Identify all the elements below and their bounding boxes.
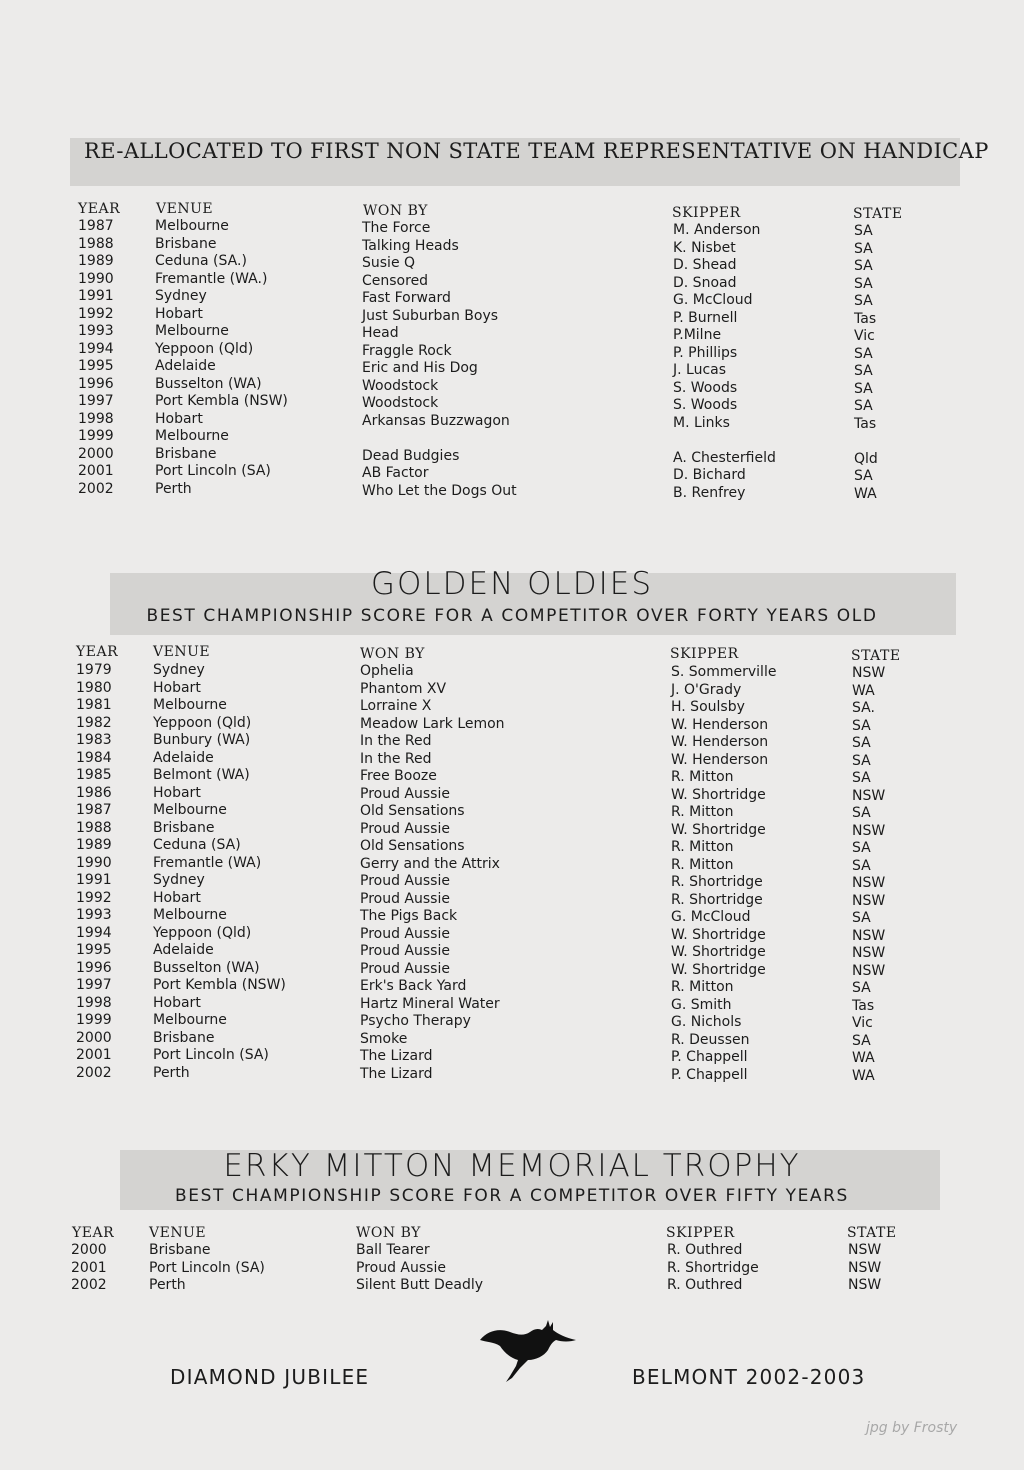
skipper-cell: J. O'Grady <box>671 681 742 698</box>
won-by-cell: Erk's Back Yard <box>360 978 467 994</box>
state-cell: NSW <box>852 892 886 909</box>
venue-cell: Perth <box>155 480 192 497</box>
won-by-cell: Hartz Mineral Water <box>360 995 500 1012</box>
section3-header-state: STATE <box>847 1225 897 1241</box>
venue-cell: Hobart <box>153 784 201 801</box>
section2-skippers-column <box>671 664 776 1084</box>
state-cell: SA <box>854 293 873 309</box>
skipper-cell: P. Phillips <box>673 344 738 361</box>
section3-header-year: YEAR <box>72 1225 115 1241</box>
skipper-cell <box>673 432 776 450</box>
skipper-cell: R. Shortridge <box>667 1259 759 1276</box>
won-by-cell: Psycho Therapy <box>360 1013 471 1029</box>
won-by-cell: Meadow Lark Lemon <box>360 715 505 732</box>
venue-cell: Brisbane <box>155 235 217 252</box>
year-cell: 1998 <box>76 994 112 1011</box>
won-by-cell: Head <box>362 325 399 341</box>
skipper-cell: S. Woods <box>673 379 738 396</box>
venue-cell: Brisbane <box>153 1029 215 1046</box>
year-cell: 2002 <box>78 480 114 497</box>
state-cell: SA <box>852 840 871 856</box>
year-cell: 1988 <box>78 235 114 252</box>
won-by-cell: The Pigs Back <box>360 908 458 924</box>
year-cell: 1988 <box>76 819 112 836</box>
venue-cell: Hobart <box>153 994 201 1011</box>
skipper-cell: D. Bichard <box>673 467 746 483</box>
state-cell: SA. <box>852 700 875 716</box>
year-cell: 1993 <box>78 323 114 339</box>
state-cell: SA <box>852 980 871 996</box>
state-cell: NSW <box>848 1277 882 1293</box>
state-cell: WA <box>852 1067 875 1084</box>
state-cell: SA <box>852 857 871 874</box>
won-by-cell: Ophelia <box>360 663 414 679</box>
state-cell: NSW <box>852 822 886 839</box>
state-cell: Tas <box>854 415 877 432</box>
skipper-cell: W. Shortridge <box>671 821 766 838</box>
year-cell: 1999 <box>76 1012 112 1028</box>
won-by-cell: Susie Q <box>362 255 416 271</box>
footer-diamond-jubilee: DIAMOND JUBILEE <box>170 1365 370 1389</box>
won-by-cell: In the Red <box>360 750 432 767</box>
venue-cell: Belmont (WA) <box>153 767 250 783</box>
venue-cell: Melbourne <box>153 802 227 818</box>
year-cell: 1987 <box>78 218 114 234</box>
section3-years-column <box>71 1242 107 1295</box>
section1-header-skipper: SKIPPER <box>672 205 741 221</box>
state-cell: WA <box>852 1050 875 1066</box>
year-cell: 1992 <box>76 889 112 906</box>
year-cell: 1997 <box>76 977 112 993</box>
year-cell: 1989 <box>78 253 114 269</box>
state-cell: SA <box>854 240 873 257</box>
state-cell: SA <box>854 468 873 484</box>
state-cell: SA <box>852 770 871 786</box>
skipper-cell: R. Mitton <box>671 769 734 785</box>
year-cell: 1980 <box>76 679 112 696</box>
skipper-cell: P. Chappell <box>671 1066 748 1083</box>
venue-cell: Brisbane <box>153 819 215 836</box>
venue-cell: Sydney <box>153 662 205 678</box>
won-by-cell: Proud Aussie <box>360 925 450 942</box>
skipper-cell: P.Milne <box>673 327 722 343</box>
year-cell: 1993 <box>76 907 112 923</box>
state-cell: NSW <box>852 962 886 979</box>
state-cell: SA <box>854 258 873 274</box>
state-cell: Vic <box>852 1015 873 1031</box>
year-cell: 1996 <box>76 959 112 976</box>
year-cell: 2001 <box>71 1259 107 1276</box>
won-by-cell: Proud Aussie <box>360 873 450 889</box>
section2-subtitle: BEST CHAMPIONSHIP SCORE FOR A COMPETITOR OVER FORTY YEARS OLD <box>146 606 878 626</box>
skipper-cell: R. Mitton <box>671 804 734 820</box>
venue-cell: Ceduna (SA.) <box>155 253 247 269</box>
venue-cell: Fremantle (WA.) <box>155 270 268 287</box>
venue-cell: Yeppoon (Qld) <box>153 924 252 941</box>
state-cell: SA <box>854 275 873 292</box>
won-by-cell: Proud Aussie <box>360 943 450 959</box>
skipper-cell: D. Shead <box>673 257 737 273</box>
skipper-cell: R. Shortridge <box>671 891 763 908</box>
skipper-cell: D. Snoad <box>673 274 737 291</box>
state-cell <box>854 433 878 451</box>
state-cell: SA <box>852 717 871 734</box>
skipper-cell: S. Woods <box>673 397 738 413</box>
skipper-cell: K. Nisbet <box>673 239 736 256</box>
won-by-cell: Woodstock <box>362 377 439 394</box>
won-by-cell: In the Red <box>360 733 432 749</box>
state-cell: Tas <box>854 310 877 327</box>
skipper-cell: W. Shortridge <box>671 961 766 978</box>
section1-header-state: STATE <box>853 206 903 222</box>
state-cell: NSW <box>852 875 886 891</box>
year-cell: 1984 <box>76 749 112 766</box>
section2-states-column <box>852 665 885 1085</box>
skipper-cell: H. Soulsby <box>671 699 745 715</box>
year-cell: 1990 <box>76 854 112 871</box>
skipper-cell: R. Deussen <box>671 1031 750 1048</box>
venue-cell: Yeppoon (Qld) <box>155 340 254 357</box>
won-by-cell: Woodstock <box>362 395 439 411</box>
skipper-cell: W. Shortridge <box>671 944 766 960</box>
skipper-cell: G. McCloud <box>671 909 751 925</box>
section3-won-by-column <box>356 1242 483 1295</box>
section3-header-venue: VENUE <box>149 1225 207 1241</box>
venue-cell: Perth <box>153 1064 190 1081</box>
section2-years-column <box>76 662 112 1082</box>
year-cell: 1998 <box>78 410 114 427</box>
skipper-cell: G. Smith <box>671 996 732 1013</box>
state-cell: WA <box>852 682 875 699</box>
won-by-cell <box>362 430 517 448</box>
skipper-cell: R. Outhred <box>667 1277 743 1293</box>
won-by-cell: The Force <box>362 220 431 236</box>
state-cell: SA <box>852 910 871 926</box>
section1-won-by-column <box>362 220 517 500</box>
skipper-cell: R. Mitton <box>671 839 734 855</box>
venue-cell: Brisbane <box>149 1242 211 1258</box>
won-by-cell: Proud Aussie <box>360 890 450 907</box>
state-cell: NSW <box>852 787 886 804</box>
footer-belmont-dates: BELMONT 2002-2003 <box>632 1365 866 1389</box>
won-by-cell: Fast Forward <box>362 290 451 306</box>
year-cell: 1981 <box>76 697 112 713</box>
venue-cell: Hobart <box>155 410 203 427</box>
venue-cell: Fremantle (WA) <box>153 854 262 871</box>
venue-cell: Yeppoon (Qld) <box>153 714 252 731</box>
won-by-cell: Proud Aussie <box>356 1259 446 1276</box>
won-by-cell: Old Sensations <box>360 803 465 819</box>
venue-cell: Sydney <box>153 872 205 888</box>
state-cell: SA <box>854 363 873 379</box>
state-cell: Tas <box>852 997 875 1014</box>
won-by-cell: Silent Butt Deadly <box>356 1277 484 1293</box>
won-by-cell: Old Sensations <box>360 838 465 854</box>
venue-cell: Port Lincoln (SA) <box>149 1259 265 1276</box>
venue-cell: Hobart <box>155 305 203 322</box>
year-cell: 1997 <box>78 393 114 409</box>
won-by-cell: The Lizard <box>360 1065 433 1082</box>
skipper-cell: R. Outhred <box>667 1242 743 1258</box>
state-cell: Vic <box>854 328 875 344</box>
won-by-cell: Who Let the Dogs Out <box>362 482 517 499</box>
section1-heading: RE-ALLOCATED TO FIRST NON STATE TEAM REPRESENTATIVE ON HANDICAP <box>84 139 989 163</box>
won-by-cell: Talking Heads <box>362 237 459 254</box>
won-by-cell: Ball Tearer <box>356 1242 430 1258</box>
skipper-cell: G. Nichols <box>671 1014 742 1030</box>
state-cell: SA <box>854 345 873 362</box>
section2-title: GOLDEN OLDIES <box>370 566 654 602</box>
won-by-cell: Dead Budgies <box>362 447 460 464</box>
year-cell: 1995 <box>78 358 114 374</box>
section3-skippers-column <box>667 1242 759 1295</box>
won-by-cell: Proud Aussie <box>360 785 450 802</box>
won-by-cell: Arkansas Buzzwagon <box>362 412 510 429</box>
year-cell: 2001 <box>76 1047 112 1063</box>
year-cell: 2000 <box>78 445 114 462</box>
venue-cell: Melbourne <box>153 697 227 713</box>
section3-venues-column <box>149 1242 265 1295</box>
skipper-cell: R. Shortridge <box>671 874 763 890</box>
skipper-cell: J. Lucas <box>673 362 727 378</box>
image-credit: jpg by Frosty <box>866 1420 958 1436</box>
section1-header-venue: VENUE <box>156 201 214 217</box>
section1-header-won-by: WON BY <box>363 203 428 219</box>
venue-cell: Port Lincoln (SA) <box>153 1047 269 1063</box>
won-by-cell: Just Suburban Boys <box>362 307 499 324</box>
state-cell: NSW <box>852 665 886 681</box>
venue-cell: Melbourne <box>155 428 229 444</box>
year-cell: 1982 <box>76 714 112 731</box>
section2-won-by-column <box>360 663 505 1083</box>
skipper-cell: P. Burnell <box>673 309 738 326</box>
venue-cell: Port Lincoln (SA) <box>155 463 271 479</box>
year-cell: 2002 <box>76 1064 112 1081</box>
state-cell: SA <box>852 752 871 769</box>
year-cell: 2001 <box>78 463 114 479</box>
year-cell: 1994 <box>76 924 112 941</box>
section3-header-won-by: WON BY <box>356 1225 421 1241</box>
year-cell: 1985 <box>76 767 112 783</box>
skipper-cell: S. Sommerville <box>671 664 777 680</box>
year-cell: 1979 <box>76 662 112 678</box>
won-by-cell: Eric and His Dog <box>362 360 478 376</box>
won-by-cell: Lorraine X <box>360 698 432 714</box>
skipper-cell: W. Shortridge <box>671 786 766 803</box>
won-by-cell: Free Booze <box>360 768 437 784</box>
venue-cell: Busselton (WA) <box>155 375 262 392</box>
skipper-cell: W. Henderson <box>671 734 769 750</box>
state-cell: SA <box>852 1032 871 1049</box>
year-cell: 1991 <box>76 872 112 888</box>
venue-cell: Adelaide <box>153 749 214 766</box>
year-cell: 1996 <box>78 375 114 392</box>
venue-cell: Melbourne <box>153 907 227 923</box>
venue-cell: Melbourne <box>155 323 229 339</box>
state-cell: NSW <box>852 927 886 944</box>
state-cell: SA <box>854 380 873 397</box>
skipper-cell: W. Henderson <box>671 716 769 733</box>
section1-header-year: YEAR <box>78 201 121 217</box>
year-cell: 1986 <box>76 784 112 801</box>
state-cell: SA <box>854 398 873 414</box>
venue-cell: Ceduna (SA) <box>153 837 241 853</box>
section1-states-column <box>854 223 878 503</box>
skipper-cell: M. Links <box>673 414 730 431</box>
state-cell: SA <box>852 805 871 821</box>
venue-cell: Port Kembla (NSW) <box>155 393 288 409</box>
year-cell: 1994 <box>78 340 114 357</box>
venue-cell: Hobart <box>153 889 201 906</box>
section1-years-column <box>78 218 114 498</box>
won-by-cell: Censored <box>362 272 429 289</box>
venue-cell: Adelaide <box>153 942 214 958</box>
year-cell: 1992 <box>78 305 114 322</box>
venue-cell: Hobart <box>153 679 201 696</box>
section2-venues-column <box>153 662 286 1082</box>
skipper-cell: A. Chesterfield <box>673 449 776 466</box>
venue-cell: Melbourne <box>153 1012 227 1028</box>
year-cell: 1995 <box>76 942 112 958</box>
venue-cell: Port Kembla (NSW) <box>153 977 286 993</box>
venue-cell: Melbourne <box>155 218 229 234</box>
section1-skippers-column <box>673 222 776 502</box>
state-cell: SA <box>852 735 871 751</box>
skipper-cell: P. Chappell <box>671 1049 748 1065</box>
year-cell: 2002 <box>71 1277 107 1293</box>
section3-title: ERKY MITTON MEMORIAL TROPHY <box>223 1148 801 1184</box>
skipper-cell: B. Renfrey <box>673 484 746 501</box>
section1-venues-column <box>155 218 288 498</box>
state-cell: NSW <box>848 1242 882 1258</box>
section2-header-won-by: WON BY <box>360 646 425 662</box>
skipper-cell: G. McCloud <box>673 292 753 308</box>
state-cell: Qld <box>854 450 878 467</box>
year-cell: 1983 <box>76 732 112 748</box>
venue-cell: Busselton (WA) <box>153 959 260 976</box>
won-by-cell: AB Factor <box>362 465 429 481</box>
won-by-cell: Gerry and the Attrix <box>360 855 500 872</box>
won-by-cell: Proud Aussie <box>360 820 450 837</box>
section3-header-skipper: SKIPPER <box>666 1225 735 1241</box>
year-cell: 1991 <box>78 288 114 304</box>
section2-header-state: STATE <box>851 648 901 664</box>
section2-header-venue: VENUE <box>153 644 211 660</box>
venue-cell: Sydney <box>155 288 207 304</box>
section2-header-skipper: SKIPPER <box>670 646 739 662</box>
won-by-cell: Phantom XV <box>360 680 447 697</box>
venue-cell: Brisbane <box>155 445 217 462</box>
year-cell: 2000 <box>71 1242 107 1258</box>
section3-subtitle: BEST CHAMPIONSHIP SCORE FOR A COMPETITOR OVER FIFTY YEARS <box>175 1186 849 1206</box>
venue-cell: Adelaide <box>155 358 216 374</box>
skipper-cell: W. Henderson <box>671 751 769 768</box>
state-cell: NSW <box>848 1259 882 1276</box>
state-cell: WA <box>854 485 877 502</box>
state-cell: SA <box>854 223 873 239</box>
skipper-cell: R. Mitton <box>671 856 734 873</box>
year-cell: 1989 <box>76 837 112 853</box>
year-cell: 1999 <box>78 428 114 444</box>
section2-header-year: YEAR <box>76 644 119 660</box>
skipper-cell: W. Shortridge <box>671 926 766 943</box>
won-by-cell: Fraggle Rock <box>362 342 452 359</box>
year-cell: 2000 <box>76 1029 112 1046</box>
won-by-cell: Smoke <box>360 1030 408 1047</box>
won-by-cell: The Lizard <box>360 1048 433 1064</box>
state-cell: NSW <box>852 945 886 961</box>
year-cell: 1990 <box>78 270 114 287</box>
year-cell: 1987 <box>76 802 112 818</box>
kangaroo-icon <box>478 1318 578 1384</box>
venue-cell: Perth <box>149 1277 186 1293</box>
section3-states-column <box>848 1242 881 1295</box>
won-by-cell: Proud Aussie <box>360 960 450 977</box>
skipper-cell: R. Mitton <box>671 979 734 995</box>
skipper-cell: M. Anderson <box>673 222 761 238</box>
venue-cell: Bunbury (WA) <box>153 732 251 748</box>
